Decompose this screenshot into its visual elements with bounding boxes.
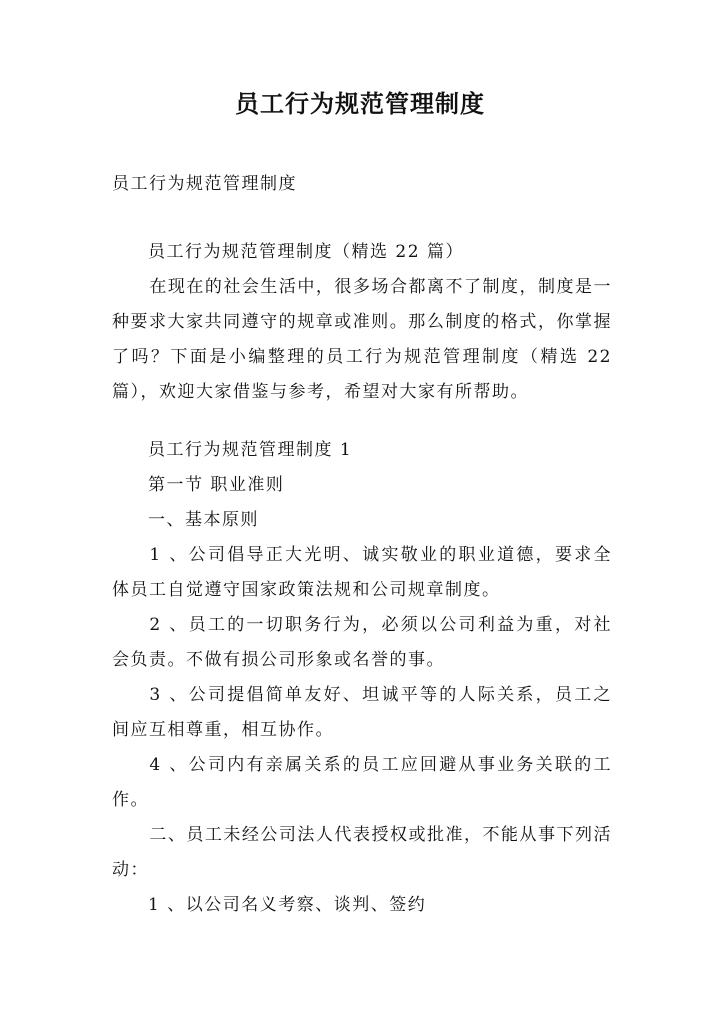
section-1 [112,433,612,923]
list-item: 2 、员工的一切职务行为，必须以公司利益为重，对社会负责。不做有损公司形象或名誉的事。 [112,615,612,670]
list-item: 1 、以公司名义考察、谈判、签约 [148,895,427,915]
part-1-title: 一、基本原则 [148,510,259,530]
document-subtitle: 员工行为规范管理制度 [112,174,297,194]
list-item: 3 、公司提倡简单友好、坦诚平等的人际关系，员工之间应互相尊重，相互协作。 [112,685,612,740]
list-item: 1 、公司倡导正大光明、诚实敬业的职业道德，要求全体员工自觉遵守国家政策法规和公司规章制度。 [112,545,612,600]
list-item: 4 、公司内有亲属关系的员工应回避从事业务关联的工作。 [112,755,612,810]
part-2-title: 二、员工未经公司法人代表授权或批准，不能从事下列活动： [112,825,612,880]
intro-paragraph: 在现在的社会生活中，很多场合都离不了制度，制度是一种要求大家共同遵守的规章或准则。那么制度的格式，你掌握了吗？下面是小编整理的员工行为规范管理制度（精选 22 篇），欢迎大家借鉴与参考，希望对大家有所帮助。 [112,277,612,402]
intro-heading: 员工行为规范管理制度（精选 22 篇） [148,242,464,262]
document-title: 员工行为规范管理制度 [235,90,485,118]
intro-section [112,235,612,410]
chapter-heading: 第一节 职业准则 [148,475,285,495]
section-heading: 员工行为规范管理制度 1 [148,440,353,460]
